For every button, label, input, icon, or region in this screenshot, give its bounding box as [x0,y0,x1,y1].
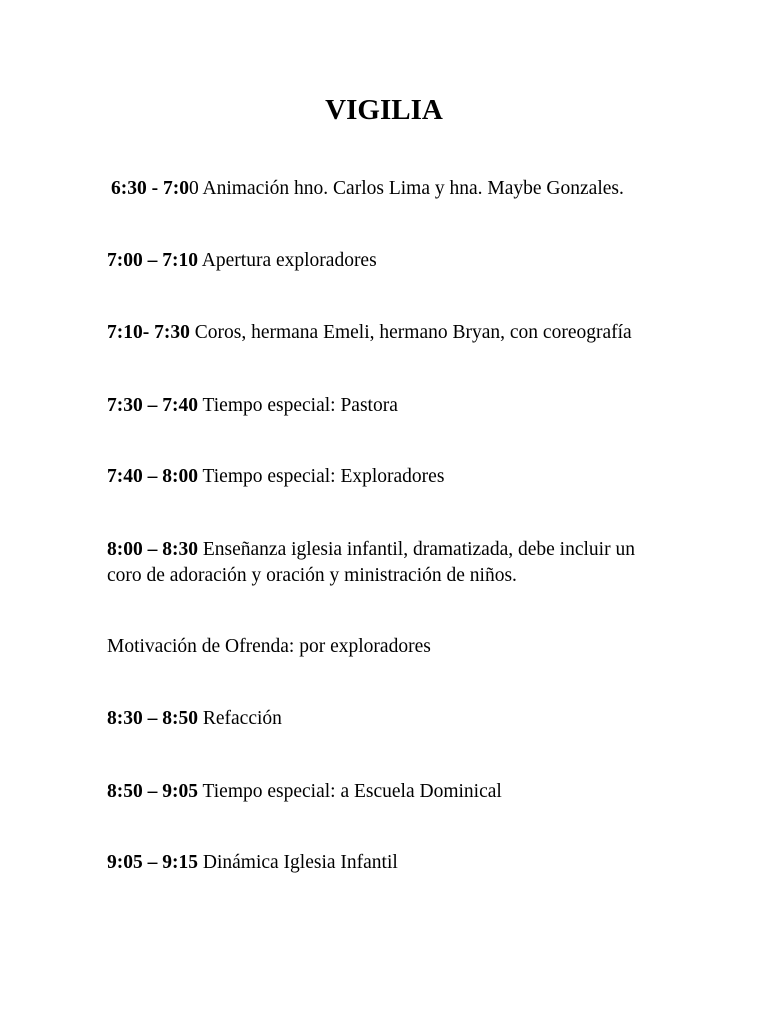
schedule-time: 8:00 – 8:30 [107,539,198,560]
schedule-item [107,248,667,274]
schedule-text: Dinámica Iglesia Infantil [198,852,398,873]
schedule-item [107,537,667,589]
schedule-time: 7:10- 7:30 [107,322,190,343]
schedule-time: 6:30 - 7:0 [111,178,189,199]
schedule-text: Animación hno. Carlos Lima y hna. Maybe Gonzales. [198,178,624,199]
schedule-time: 9:05 – 9:15 [107,852,198,873]
schedule-item [107,464,667,490]
schedule-text: Tiempo especial: a Escuela Dominical [198,781,502,802]
schedule-text: Tiempo especial: Exploradores [198,466,445,487]
schedule-time-suffix: 0 [188,178,199,199]
schedule-item [107,393,667,419]
schedule-time: 8:50 – 9:05 [107,781,198,802]
schedule-text: Motivación de Ofrenda: por exploradores [107,636,431,657]
document-title: VIGILIA [325,94,443,126]
schedule-item [111,176,671,202]
schedule-time: 7:00 – 7:10 [107,250,198,271]
schedule-item [107,850,667,876]
schedule-time: 7:30 – 7:40 [107,395,198,416]
schedule-note [107,634,667,660]
schedule-item [107,320,667,346]
schedule-text: Refacción [198,708,282,729]
schedule-time: 8:30 – 8:50 [107,708,198,729]
schedule-item [107,779,667,805]
schedule-item [107,706,667,732]
schedule-time: 7:40 – 8:00 [107,466,198,487]
schedule-text: Enseñanza iglesia infantil, dramatizada, debe incluir un coro de adoración y oración y ministración de niños. [107,539,635,586]
schedule-text: Apertura exploradores [198,250,377,271]
schedule-text: Tiempo especial: Pastora [198,395,398,416]
schedule-text: Coros, hermana Emeli, hermano Bryan, con coreografía [189,322,632,343]
